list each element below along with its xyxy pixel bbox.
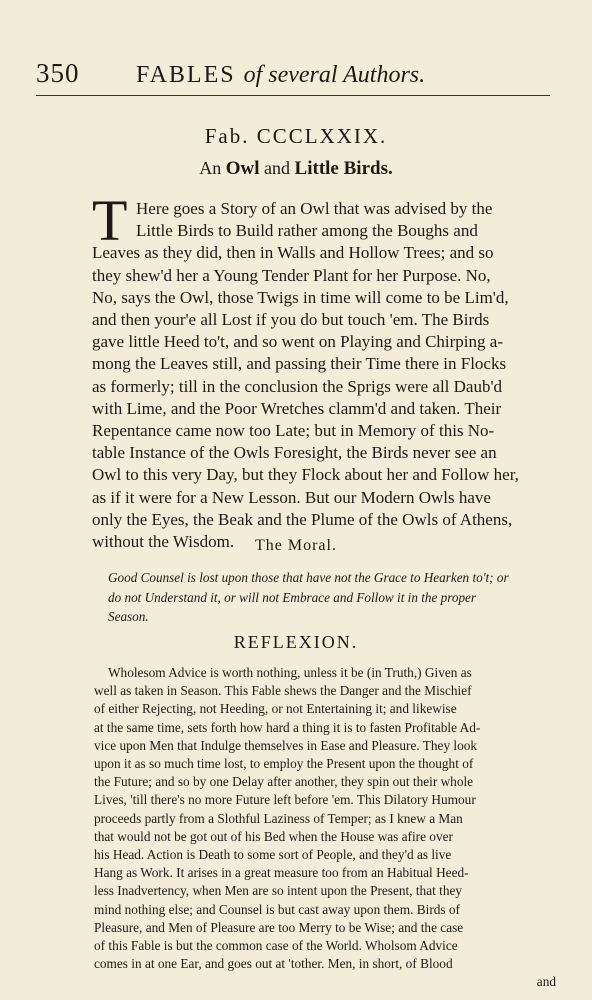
fable-title xyxy=(0,158,592,180)
moral-line: Season. xyxy=(108,609,149,624)
reflexion-body xyxy=(94,664,556,992)
fable-body xyxy=(92,188,554,553)
fable-line: Owl to this very Day, but they Flock about her and Follow her, xyxy=(92,465,519,485)
fable-line: with Lime, and the Poor Wretches clamm'd and taken. Their xyxy=(92,398,502,418)
moral-line: do not Understand it, or will not Embrace and Follow it in the proper xyxy=(108,589,477,605)
reflexion-line: Hang as Work. It arises in a great measure too from an Habitual Heed- xyxy=(94,865,469,881)
fable-line: Little Birds to Build rather among the Boughs and xyxy=(136,221,478,241)
reflexion-line: Lives, 'till there's no more Future left before 'em. This Dilatory Humour xyxy=(94,792,476,808)
reflexion-line: well as taken in Season. This Fable shews the Danger and the Mischief xyxy=(94,683,472,699)
reflexion-line: that would not be got out of his Bed when the House was afire over xyxy=(94,828,453,844)
reflexion-heading: REFLEXION. xyxy=(233,632,359,652)
reflexion-line: mind nothing else; and Counsel is but cast away upon them. Birds of xyxy=(94,901,460,917)
title-owl: Owl xyxy=(225,158,260,179)
moral-heading: The Moral. xyxy=(255,537,337,554)
running-title xyxy=(136,62,425,89)
catchword: and xyxy=(536,974,556,990)
fable-line: No, says the Owl, those Twigs in time will come to be Lim'd, xyxy=(92,287,509,307)
fable-line: as formerly; till in the conclusion the Sprigs were all Daub'd xyxy=(92,376,503,396)
reflexion-line: of either Rejecting, not Heeding, or not Entertaining it; and likewise xyxy=(94,701,457,717)
reflexion-line: less Inadvertency, when Men are so intent upon the Present, that they xyxy=(94,883,463,899)
moral-text xyxy=(108,568,554,627)
running-title-caps: FABLES xyxy=(136,62,236,88)
reflexion-line: upon it as so much time lost, to employ the Present upon the thought of xyxy=(94,756,474,772)
running-title-italic: of several Authors. xyxy=(243,62,426,88)
moral-line: Good Counsel is lost upon those that have not the Grace to Hearken to't; or xyxy=(108,570,509,585)
reflexion-line: Wholesom Advice is worth nothing, unless it be (in Truth,) Given as xyxy=(108,665,472,680)
fable-line: as if it were for a New Lesson. But our Modern Owls have xyxy=(92,487,491,507)
reflexion-line: his Head. Action is Death to some sort of People, and they'd as live xyxy=(94,847,452,863)
reflexion-line: of this Fable is but the common case of the World. Wholsom Advice xyxy=(94,938,458,954)
fable-line: table Instance of the Owls Foresight, the Birds never see an xyxy=(92,443,497,463)
page-number: 350 xyxy=(36,58,80,88)
fable-line: Here goes a Story of an Owl that was advised by the xyxy=(136,199,493,218)
fable-line: only the Eyes, the Beak and the Plume of the Owls of Athens, xyxy=(92,509,513,529)
running-header xyxy=(36,58,550,96)
fable-line: Repentance came now too Late; but in Memory of this No- xyxy=(92,421,495,441)
fable-line: they shew'd her a Young Tender Plant for her Purpose. No, xyxy=(92,265,491,285)
reflexion-line: the Future; and so by one Delay after another, they spin out their whole xyxy=(94,774,474,790)
title-and: and xyxy=(264,158,291,178)
reflexion-line: comes in at one Ear, and goes out at 'tother. Men, in short, of Blood xyxy=(94,956,453,972)
reflexion-line: at the same time, sets forth how hard a thing it is to fasten Profitable Ad- xyxy=(94,719,481,735)
reflexion-line: vice upon Men that Indulge themselves in Ease and Pleasure. They look xyxy=(94,737,478,753)
fable-line: without the Wisdom. xyxy=(92,532,235,552)
drop-cap: T xyxy=(92,188,128,253)
reflexion-line: proceeds partly from a Slothful Laziness of Temper; as I knew a Man xyxy=(94,810,463,826)
fable-line: mong the Leaves still, and passing their Time there in Flocks xyxy=(92,354,507,374)
fable-line: Leaves as they did, then in Walls and Hollow Trees; and so xyxy=(92,243,494,263)
title-an: An xyxy=(199,158,222,178)
fable-line: and then your'e all Lost if you do but touch 'em. The Birds xyxy=(92,310,490,330)
title-birds: Little Birds. xyxy=(294,158,393,179)
fable-line: gave little Heed to't, and so went on Playing and Chirping a- xyxy=(92,332,503,352)
fable-number: Fab. CCCLXXIX. xyxy=(204,124,388,148)
reflexion-line: Pleasure, and Men of Pleasure are too Merry to be Wise; and the case xyxy=(94,919,464,935)
